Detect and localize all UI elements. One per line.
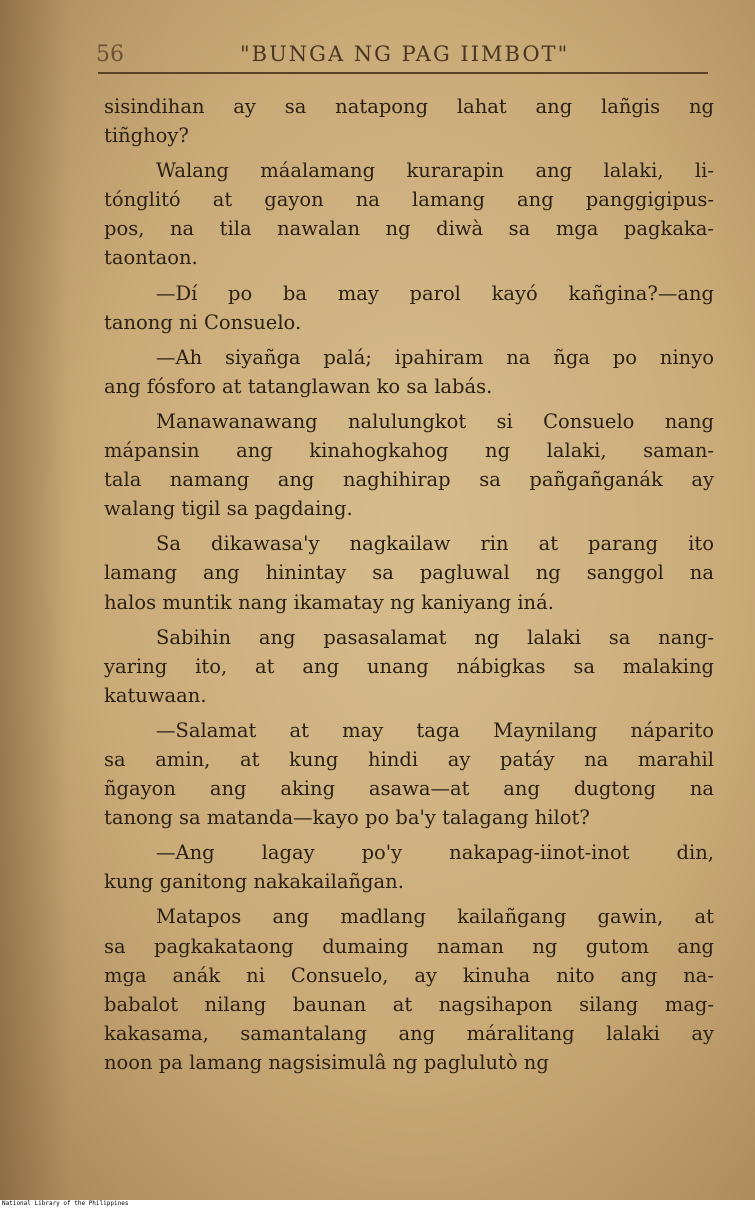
text-line: babalot nilang baunan at nagsihapon silang mag- [104, 992, 714, 1016]
text-line: walang tigil sa pagdaing. [104, 497, 353, 521]
text-line: —Salamat at may taga Maynilang náparito [156, 718, 714, 742]
paragraph [104, 407, 714, 523]
text-line: —Ah siyañga palá; ipahiram na ñga po ninyo [156, 345, 714, 369]
text-line: ñgayon ang aking asawa—at ang dugtong na [104, 777, 714, 801]
text-line: ang fósforo at tatanglawan ko sa labás. [104, 374, 493, 398]
text-line: kung ganitong nakakailañgan. [104, 870, 404, 894]
text-line: —Dí po ba may parol kayó kañgina?—ang [156, 281, 714, 305]
paragraph [104, 279, 714, 337]
text-line: katuwaan. [104, 683, 207, 707]
text-line: noon pa lamang nagsisimulâ ng paglulutò ng [104, 1050, 549, 1074]
paragraph [104, 716, 714, 832]
paragraph [104, 92, 714, 150]
header-rule [98, 72, 708, 74]
text-line: tónglitó at gayon na lamang ang panggigipus- [104, 188, 714, 212]
text-line: tiñghoy? [104, 124, 189, 148]
text-line: Sabihin ang pasasalamat ng lalaki sa nang- [156, 625, 714, 649]
text-line: mápansin ang kinahogkahog ng lalaki, saman- [104, 439, 714, 463]
text-line: kakasama, samantalang ang máralitang lalaki ay [104, 1021, 714, 1045]
paragraph [104, 529, 714, 616]
paragraph [104, 623, 714, 710]
text-line: Sa dikawasa'y nagkailaw rin at parang ito [156, 532, 714, 556]
text-line: tanong sa matanda—kayo po ba'y talagang hilot? [104, 806, 590, 830]
text-line: sa pagkakataong dumaing naman ng gutom ang [104, 934, 714, 958]
paragraph [104, 343, 714, 401]
text-line: —Ang lagay po'y nakapag-iinot-inot din, [156, 841, 714, 865]
text-line: halos muntik nang ikamatay ng kaniyang iná. [104, 590, 554, 614]
text-line: pos, na tila nawalan ng diwà sa mga pagkaka- [104, 217, 714, 241]
library-credit: National Library of the Philippines [0, 1200, 755, 1208]
text-line: sa amin, at kung hindi ay patáy na marahil [104, 747, 714, 771]
body-text [104, 92, 714, 1083]
paragraph [104, 156, 714, 272]
text-line: tala namang ang naghihirap sa pañgañganák ay [104, 468, 714, 492]
text-line: Walang máalamang kurarapin ang lalaki, li- [156, 159, 714, 183]
page-number: 56 [96, 42, 124, 67]
text-line: sisindihan ay sa natapong lahat ang lañgis ng [104, 95, 714, 118]
text-line: taontaon. [104, 246, 198, 270]
running-title: "BUNGA NG PAG IIMBOT" [240, 42, 570, 66]
text-line: Matapos ang madlang kailañgang gawin, at [156, 905, 714, 929]
text-line: tanong ni Consuelo. [104, 310, 302, 334]
text-line: Manawanawang nalulungkot si Consuelo nang [156, 409, 714, 433]
text-line: lamang ang hinintay sa pagluwal ng sanggol na [104, 561, 714, 585]
text-line: mga anák ni Consuelo, ay kinuha nito ang na- [104, 963, 714, 987]
paragraph [104, 902, 714, 1077]
paragraph [104, 838, 714, 896]
text-line: yaring ito, at ang unang nábigkas sa malaking [104, 654, 714, 678]
